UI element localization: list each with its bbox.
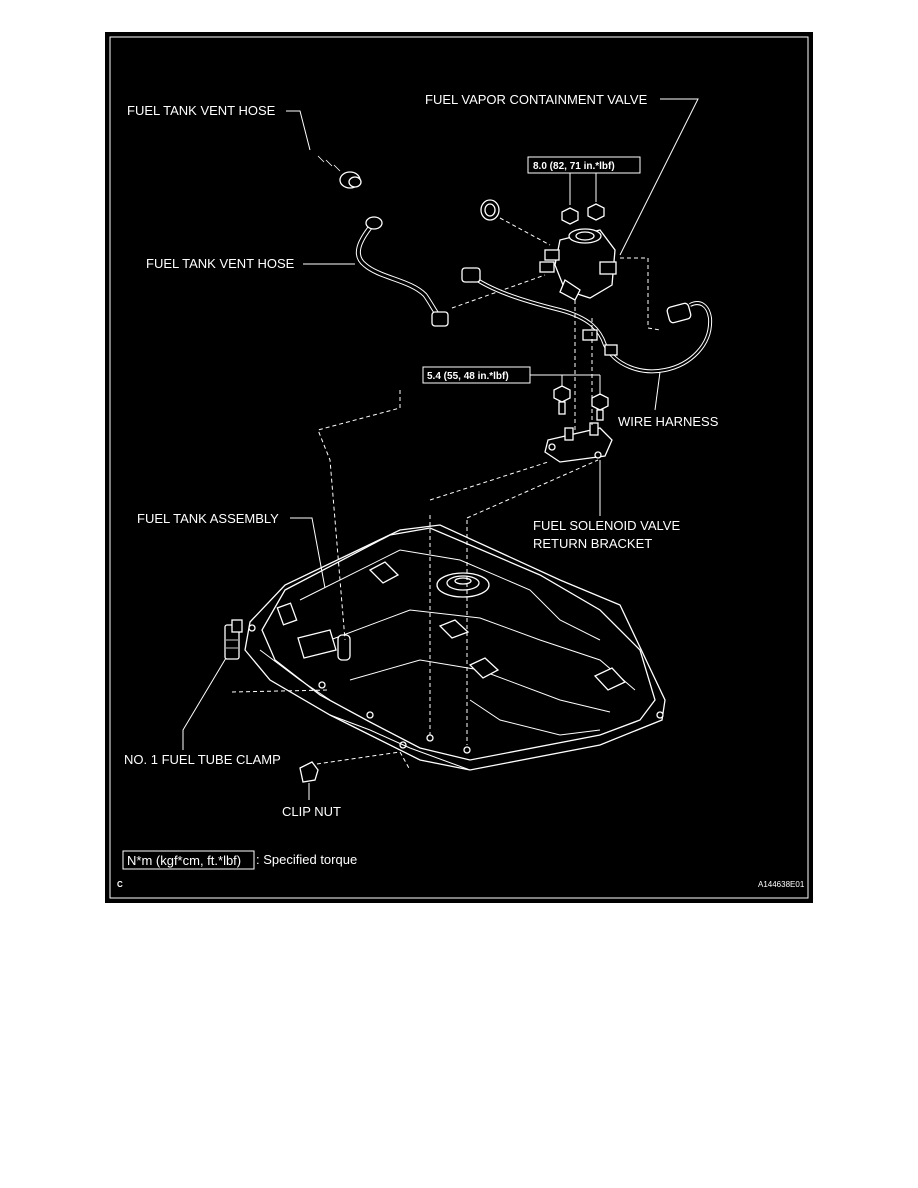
no1-fuel-tube-clamp-label: NO. 1 FUEL TUBE CLAMP: [124, 752, 281, 767]
fuel-vapor-containment-valve-label: FUEL VAPOR CONTAINMENT VALVE: [425, 92, 648, 107]
clip-nut-label: CLIP NUT: [282, 804, 341, 819]
wire-harness-label: WIRE HARNESS: [618, 414, 719, 429]
fuel-tank-vent-hose-label-1: FUEL TANK VENT HOSE: [127, 103, 276, 118]
fuel-tank-vent-hose-label-2: FUEL TANK VENT HOSE: [146, 256, 295, 271]
bracket-label-line1: FUEL SOLENOID VALVE: [533, 518, 681, 533]
legend-description: : Specified torque: [256, 852, 358, 867]
bracket-label-line2: RETURN BRACKET: [533, 536, 653, 551]
torque-value-valve: 8.0 (82, 71 in.*lbf): [533, 161, 615, 172]
torque-legend: [123, 851, 357, 869]
no1-fuel-tube-clamp: [225, 620, 242, 659]
torque-value-bracket: 5.4 (55, 48 in.*lbf): [427, 371, 509, 382]
legend-box-text: N*m (kgf*cm, ft.*lbf): [127, 853, 242, 868]
fuel-tank-assembly-label: FUEL TANK ASSEMBLY: [137, 511, 279, 526]
diagram-background: [105, 32, 813, 903]
corner-letter: C: [117, 880, 123, 889]
figure-code: A144638E01: [758, 880, 805, 889]
